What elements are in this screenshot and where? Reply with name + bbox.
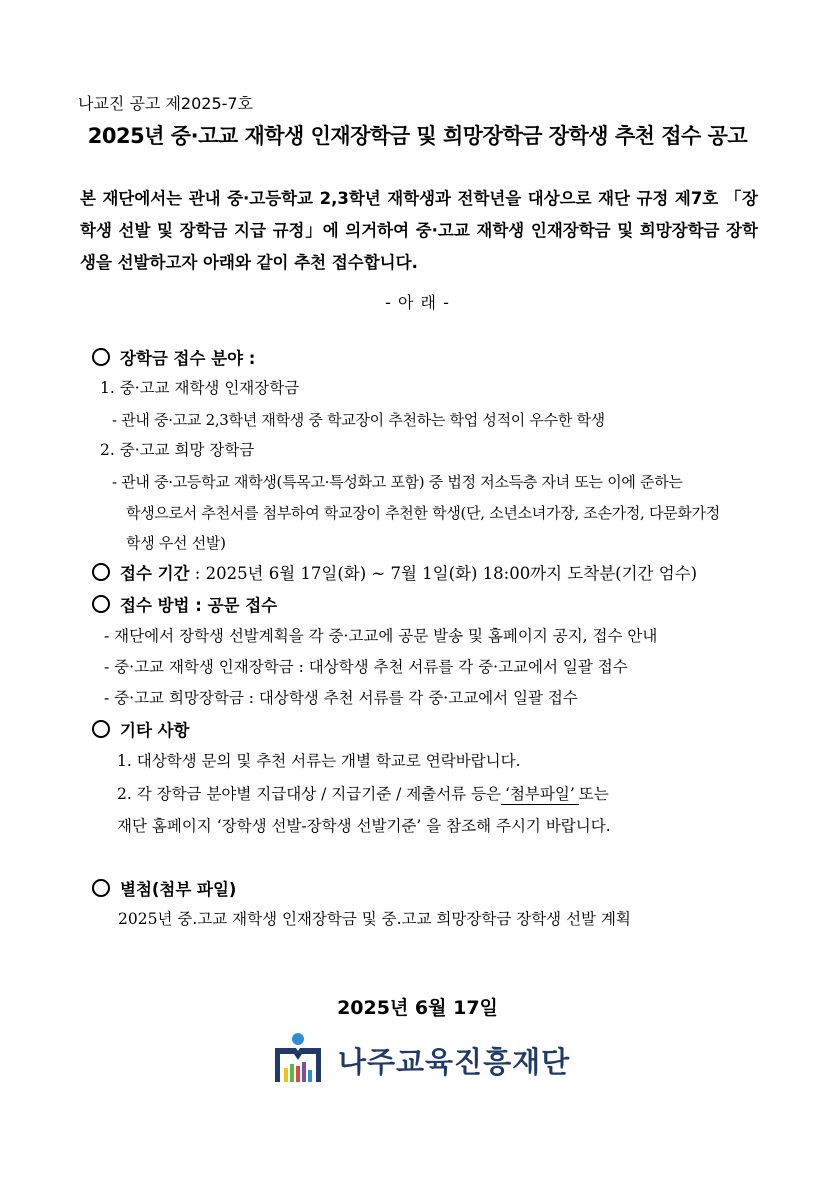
attachment-text: 2025년 중.고교 재학생 인재장학금 및 중.고교 희망장학금 장학생 선발 계획 — [118, 910, 631, 928]
circle-bullet-icon — [92, 595, 110, 613]
notice-date: 2025년 6월 17일 — [337, 997, 498, 1019]
foundation-emblem-icon — [272, 1032, 324, 1088]
etc-item-2-line2: 재단 홈페이지 ‘장학생 선발-장학생 선발기준’ 을 참조해 주시기 바랍니다. — [117, 817, 611, 835]
organization-logo — [272, 1032, 570, 1088]
method-line-1: - 재단에서 장학생 선발계획을 각 중·고교에 공문 발송 및 홈페이지 공지, 접수 안내 — [104, 627, 658, 645]
section-etc-heading-text: 기타 사항 — [120, 721, 190, 740]
section-field-heading-text: 장학금 접수 분야 : — [120, 349, 256, 368]
section-etc-heading — [92, 717, 190, 741]
section-attachment-heading-text: 별첨(첨부 파일) — [120, 880, 237, 899]
section-method-heading-text: 접수 방법 : 공문 접수 — [120, 596, 278, 615]
field-item-1: 1. 중·고교 재학생 인재장학금 — [100, 379, 300, 397]
circle-bullet-icon — [92, 348, 110, 366]
organization-name: 나주교육진흥재단 — [338, 1044, 571, 1079]
etc-item-2-pre: 2. 각 장학금 분야별 지급대상 / 지급기준 / 제출서류 등은 — [117, 785, 502, 803]
method-line-3: - 중·고교 희망장학금 : 대상학생 추천 서류를 각 중·고교에서 일괄 접수 — [104, 689, 578, 707]
section-method-heading — [92, 592, 277, 616]
field-item-2-desc-1: - 관내 중·고등학교 재학생(특목고·특성화고 포함) 중 법정 저소득층 자녀 또는 이에 준하는 — [112, 473, 683, 491]
period-label: 접수 기간 — [120, 564, 190, 583]
section-attachment-heading — [92, 876, 236, 900]
field-item-2-desc-3: 학생 우선 선발) — [126, 534, 226, 552]
etc-item-2 — [117, 782, 609, 805]
section-field-heading — [92, 345, 255, 369]
notice-number: 나교진 공고 제2025-7호 — [78, 94, 254, 113]
circle-bullet-icon — [92, 563, 110, 581]
circle-bullet-icon — [92, 720, 110, 738]
method-line-2: - 중·고교 재학생 인재장학금 : 대상학생 추천 서류를 각 중·고교에서 일괄 접수 — [104, 658, 628, 676]
attachment-file-link: ‘첨부파일’ — [501, 782, 579, 805]
field-item-1-desc: - 관내 중·고교 2,3학년 재학생 중 학교장이 추천하는 학업 성적이 우수한 학생 — [112, 411, 605, 429]
field-item-2: 2. 중·고교 희망 장학금 — [100, 441, 255, 459]
section-period — [92, 560, 697, 584]
field-item-2-desc-2: 학생으로서 추천서를 첨부하여 학교장이 추천한 학생(단, 소년소녀가장, 조손가정, 다문화가정 — [126, 504, 720, 522]
circle-bullet-icon — [92, 879, 110, 897]
etc-item-2-post: 또는 — [578, 785, 609, 803]
page-title: 2025년 중·고교 재학생 인재장학금 및 희망장학금 장학생 추천 접수 공고 — [87, 124, 748, 148]
section-divider-ara: - 아 래 - — [385, 293, 450, 312]
etc-item-1: 1. 대상학생 문의 및 추천 서류는 개별 학교로 연락바랍니다. — [117, 752, 521, 770]
period-text: : 2025년 6월 17일(화) ~ 7월 1일(화) 18:00까지 도착분(기간 엄수) — [194, 564, 698, 583]
intro-paragraph: 본 재단에서는 관내 중·고등학교 2,3학년 재학생과 전학년을 대상으로 재단 규정 제7호 「장학생 선발 및 장학금 지급 규정」에 의거하여 중·고교 재학생 인재장학금 및 희망장학금 장학생을 선발하고자 아래와 같이 추천 접수합니다. — [80, 189, 758, 272]
